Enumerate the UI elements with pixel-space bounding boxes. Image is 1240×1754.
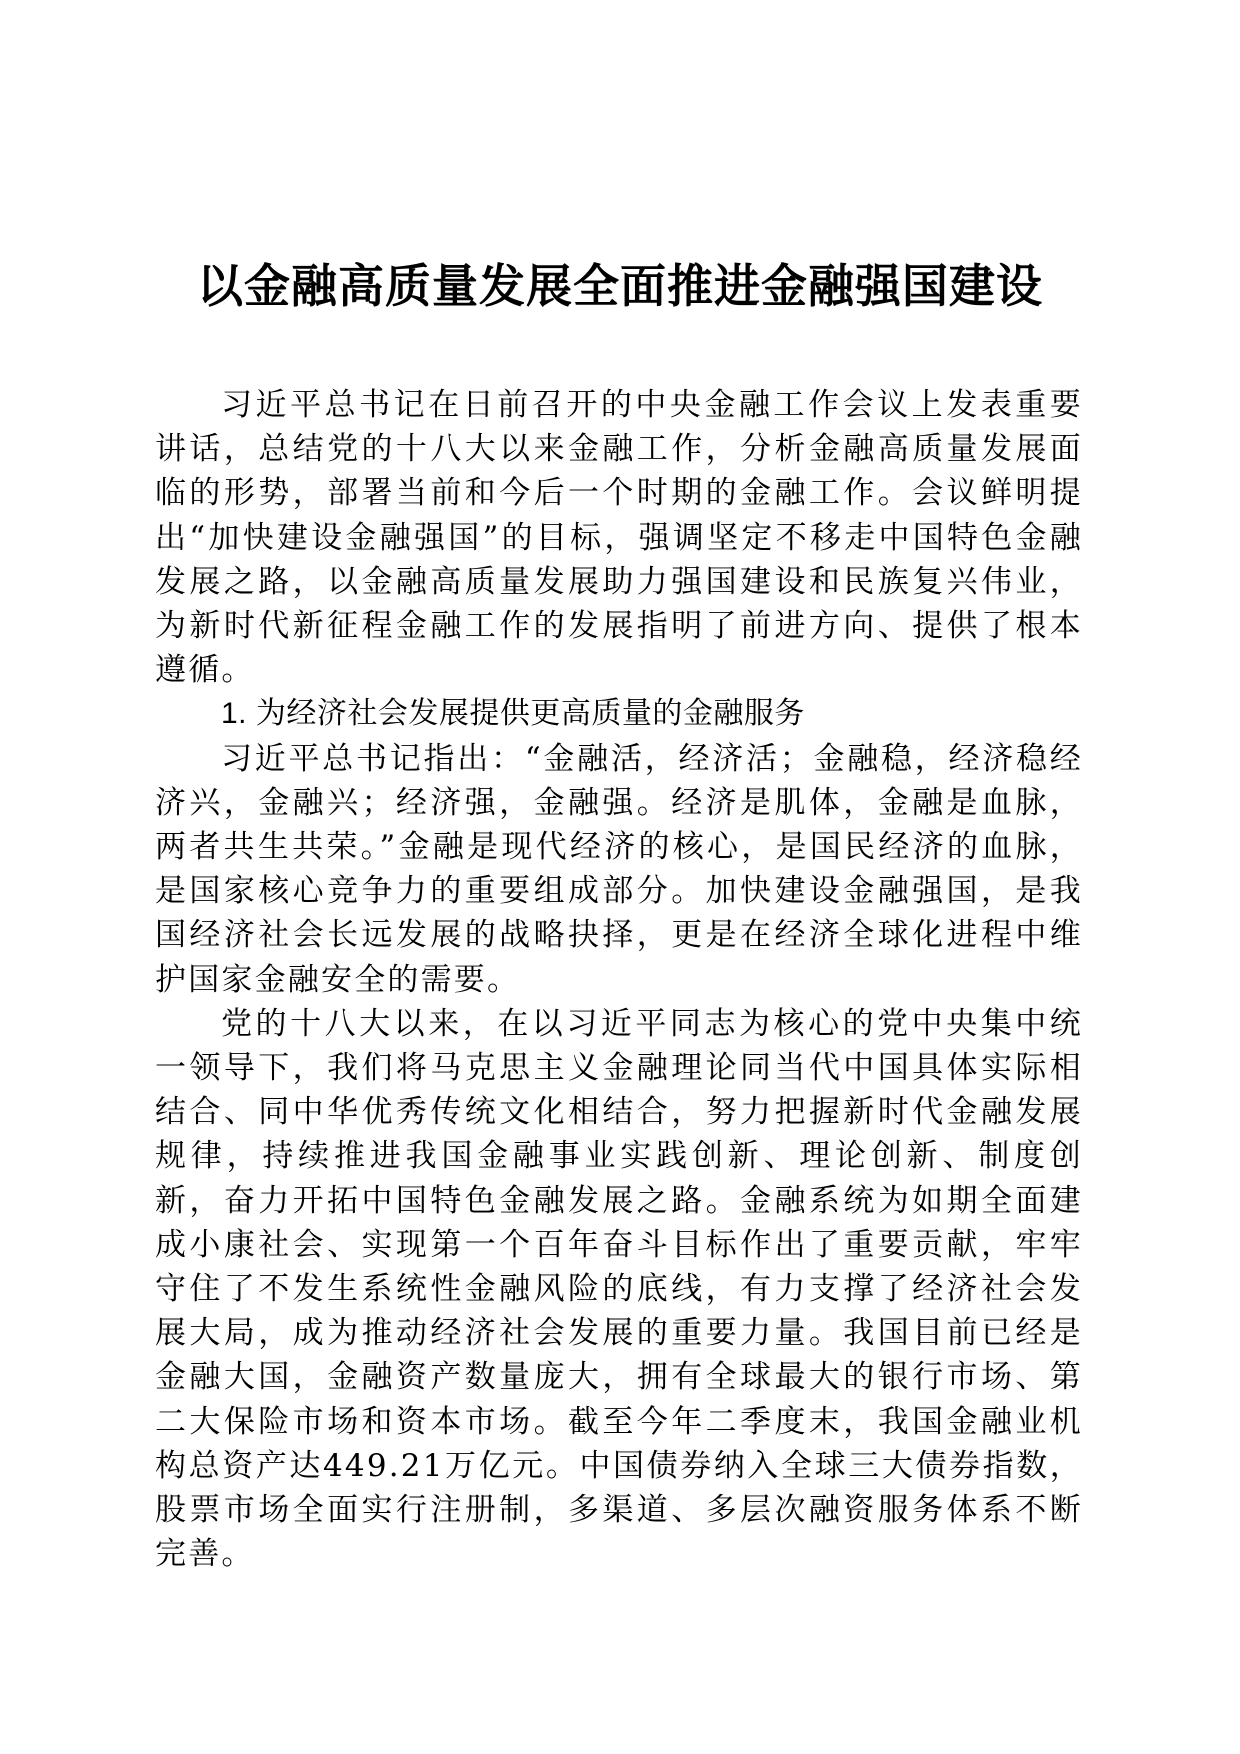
document-body	[155, 383, 1083, 1576]
paragraph-intro: 习近平总书记在日前召开的中央金融工作会议上发表重要讲话，总结党的十八大以来金融工作，分析金融高质量发展面临的形势，部署当前和今后一个时期的金融工作。会议鲜明提出“加快建设金融强国”的目标，强调坚定不移走中国特色金融发展之路，以金融高质量发展助力强国建设和民族复兴伟业，为新时代新征程金融工作的发展指明了前进方向、提供了根本遵循。	[155, 387, 1083, 689]
document-title: 以金融高质量发展全面推进金融强国建设	[197, 259, 1043, 313]
paragraph-quote: 习近平总书记指出：“金融活，经济活；金融稳，经济稳经济兴，金融兴；经济强，金融强。经济是肌体，金融是血脉，两者共生共荣。”金融是现代经济的核心，是国民经济的血脉，是国家核心竞争力的重要组成部分。加快建设金融强国，是我国经济社会长远发展的战略抉择，更是在经济全球化进程中维护国家金融安全的需要。	[155, 740, 1083, 998]
section-heading-1: 1. 为经济社会发展提供更高质量的金融服务	[221, 697, 805, 731]
paragraph-achievements: 党的十八大以来，在以习近平同志为核心的党中央集中统一领导下，我们将马克思主义金融理论同当代中国具体实际相结合、同中华优秀传统文化相结合，努力把握新时代金融发展规律，持续推进我国金融事业实践创新、理论创新、制度创新，奋力开拓中国特色金融发展之路。金融系统为如期全面建成小康社会、实现第一个百年奋斗目标作出了重要贡献，牢牢守住了不发生系统性金融风险的底线，有力支撑了经济社会发展大局，成为推动经济社会发展的重要力量。我国目前已经是金融大国，金融资产数量庞大，拥有全球最大的银行市场、第二大保险市场和资本市场。截至今年二季度末，我国金融业机构总资产达449.21万亿元。中国债券纳入全球三大债券指数，股票市场全面实行注册制，多渠道、多层次融资服务体系不断完善。	[155, 1005, 1083, 1573]
